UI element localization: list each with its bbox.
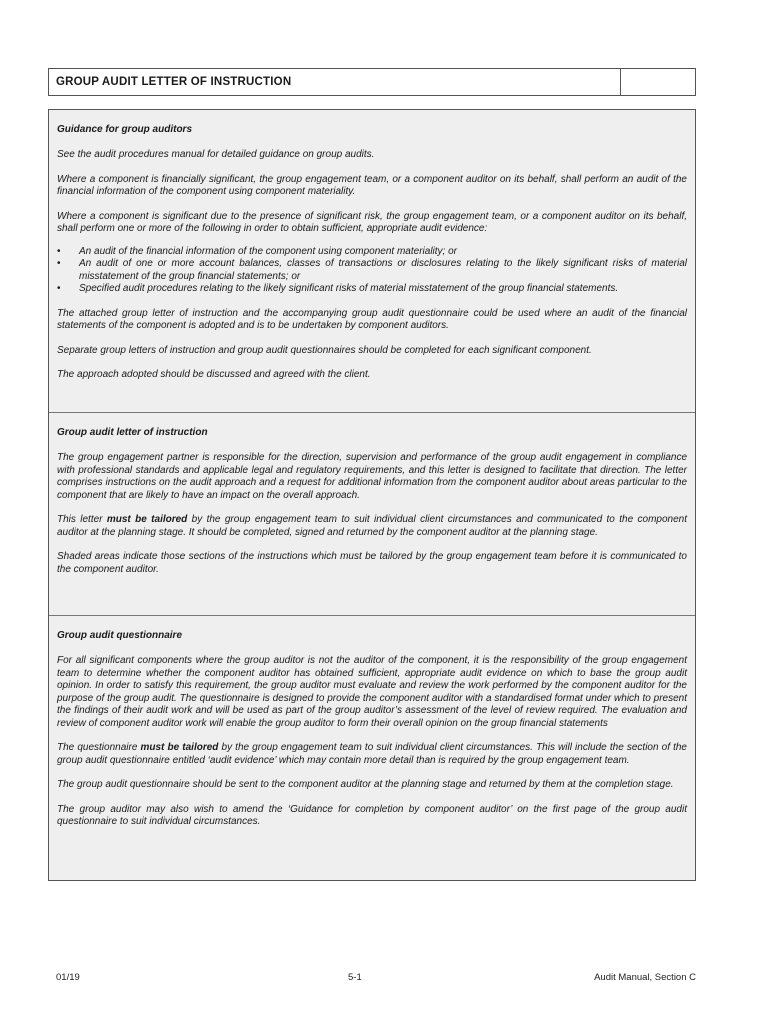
bullet-icon: • [57,245,61,257]
guidance-paragraph-1: See the audit procedures manual for detailed guidance on group audits. [57,149,375,160]
questionnaire-paragraph-3: The group audit questionnaire should be sent to the component auditor at the planning stage and returned by them at the completion stage. [57,779,674,790]
letter-section [49,413,695,616]
questionnaire-paragraph-2: The questionnaire must be tailored by the group engagement team to suit individual client circumstances. This will include the section of the group audit questionnaire entitled ‘audit evidence’ which may contain more detail than is required by the group engagement team. [57,742,687,766]
footer-page-number: 5-1 [348,972,362,983]
guidance-section [49,110,695,413]
questionnaire-section [49,616,695,880]
footer-date: 01/19 [56,972,80,983]
letter-paragraph-1: The group engagement partner is responsible for the direction, supervision and performance of the group audit engagement in compliance with professional standards and applicable legal and regulatory requirements, and this letter is designed to facilitate that direction. The letter comprises instructions on the audit approach and a request for additional information from the component auditor about areas particular to the component that are likely to have an impact on the overall approach. [57,452,687,501]
guidance-paragraph-6: The approach adopted should be discussed and agreed with the client. [57,369,371,380]
page-footer [56,972,696,983]
letter-paragraph-2: This letter must be tailored by the group engagement team to suit individual client circumstances and communicated to the component auditor at the planning stage. It should be completed, signed and returned by the component auditor at the planning stage. [57,514,687,538]
bullet-icon: • [57,283,61,294]
title-box [48,68,696,96]
questionnaire-paragraph-4: The group auditor may also wish to amend the ‘Guidance for completion by component auditor’ on the first page of the group audit questionnaire to suit individual circumstances. [57,803,687,827]
footer-section: Audit Manual, Section C [594,972,696,983]
list-item: • Specified audit procedures relating to the likely significant risks of material misstatement of the group financial statements. [57,283,619,294]
letter-heading: Group audit letter of instruction [57,427,208,438]
guidance-paragraph-2: Where a component is financially significant, the group engagement team, or a component auditor on its behalf, shall perform an audit of the financial information of the component using component materiality. [57,173,687,197]
guidance-paragraph-4: The attached group letter of instruction and the accompanying group audit questionnaire could be used where an audit of the financial statements of the component is adopted and is to be undertaken by component auditors. [57,307,687,331]
questionnaire-paragraph-1: For all significant components where the group auditor is not the auditor of the component, it is the responsibility of the group engagement team to determine whether the component auditor has obtained sufficient, appropriate audit evidence on which to base the group audit opinion. In order to satisfy this requirement, the group auditor must evaluate and review the work performed by the component auditor for the purpose of the group audit. The questionnaire is designed to provide the component auditor with a standardised format under which to present the findings of their audit work and will be used as part of the group auditor’s assessment of the level of review required. The evaluation and review of component auditor work will enable the group auditor to form their overall opinion on the group financial statements [57,655,687,729]
guidance-paragraph-3: Where a component is significant due to the presence of significant risk, the group engagement team, or a component auditor on its behalf, shall perform one or more of the following in order to obtain sufficient, appropriate audit evidence: [57,210,687,234]
page-title: GROUP AUDIT LETTER OF INSTRUCTION [56,76,292,88]
bullet-icon: • [57,258,61,269]
guidance-box [48,109,696,881]
guidance-heading: Guidance for group auditors [57,124,193,135]
letter-paragraph-3: Shaded areas indicate those sections of the instructions which must be tailored by the group engagement team before it is communicated to the component auditor. [57,551,687,575]
title-empty-cell [620,69,695,95]
guidance-paragraph-5: Separate group letters of instruction and group audit questionnaires should be completed for each significant component. [57,344,592,356]
list-item: • An audit of the financial information of the component using component materiality; or [57,245,457,257]
guidance-bullet-list [57,246,687,296]
list-item: • An audit of one or more account balances, classes of transactions or disclosures relating to the likely significant risks of material misstatement of the group financial statements; or [57,258,687,282]
questionnaire-heading: Group audit questionnaire [57,630,183,641]
